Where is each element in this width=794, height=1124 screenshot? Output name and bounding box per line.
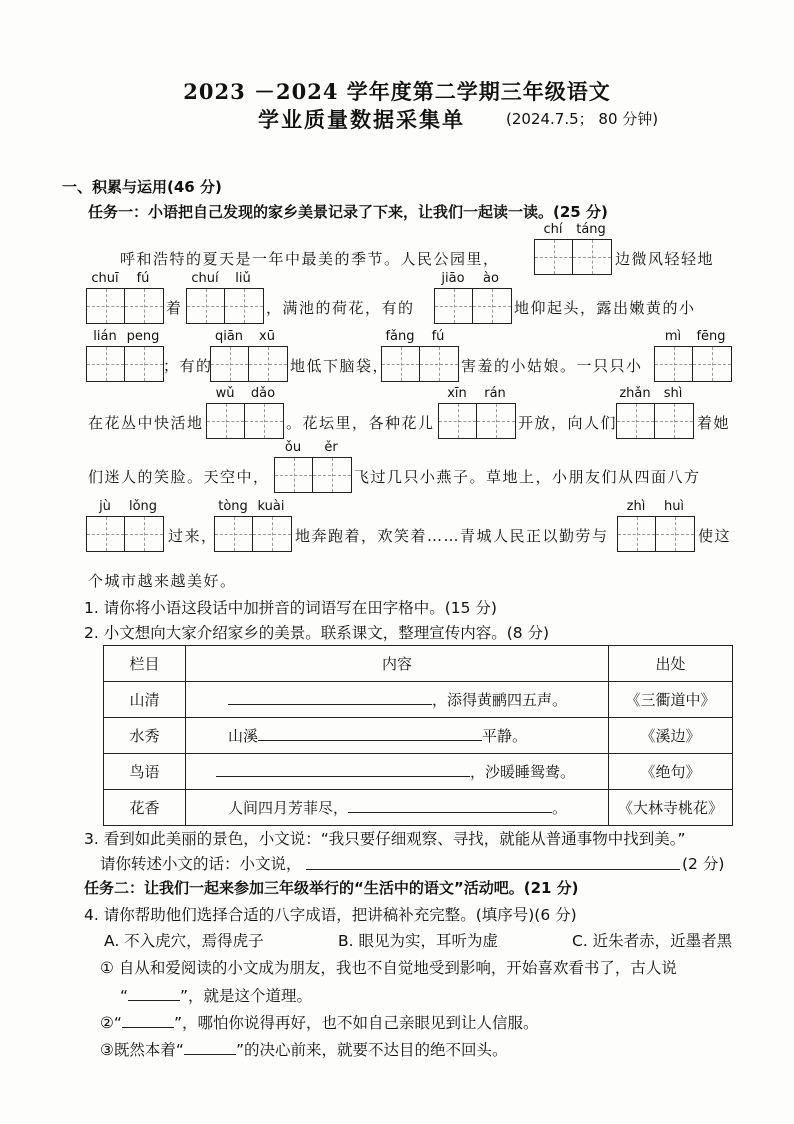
- passage-text: 害羞的小姑娘。一只只小: [461, 357, 643, 375]
- option-a: A. 不入虎穴，焉得虎子: [104, 932, 264, 950]
- pinyin: lián: [93, 329, 117, 344]
- tianzige-qianxu[interactable]: [210, 346, 288, 382]
- tianzige-fangfu[interactable]: [381, 346, 459, 382]
- question-1: 1. 请你将小语这段话中加拼音的词语写在田字格中。(15 分): [84, 599, 497, 617]
- exam-title: 2023 －2024 学年度第二学期三年级语文: [183, 79, 611, 104]
- table-cell: 山清: [104, 682, 186, 718]
- table-cell: 《大林寺桃花》: [609, 790, 733, 826]
- pinyin: jiāo: [441, 271, 465, 286]
- table-row: [104, 718, 733, 754]
- pinyin: zhì: [626, 499, 646, 514]
- answer-blank[interactable]: [128, 985, 180, 1001]
- pinyin: fǎng: [385, 329, 415, 344]
- pinyin: fú: [431, 329, 445, 344]
- pinyin: ǒu: [284, 440, 302, 455]
- question-3-prompt: 请你转述小文的话：小文说，: [100, 855, 302, 873]
- pinyin: rán: [484, 386, 506, 401]
- pinyin: peng: [126, 329, 160, 344]
- exam-date-duration: (2024.7.5； 80 分钟): [506, 110, 659, 128]
- option-b: B. 眼见为实，耳听为虚: [338, 932, 498, 950]
- answer-blank[interactable]: [348, 797, 552, 813]
- passage-text: 着她: [697, 414, 731, 432]
- pinyin: tòng: [218, 499, 248, 514]
- tianzige-wudao[interactable]: [206, 403, 284, 439]
- tianzige-mifeng[interactable]: [654, 346, 732, 382]
- table-header: 内容: [186, 646, 609, 682]
- passage-text: 飞过几只小燕子。草地上，小朋友们从四面八方: [354, 468, 701, 486]
- tianzige-chuiliu[interactable]: [186, 288, 264, 324]
- answer-blank[interactable]: [216, 761, 470, 777]
- tianzige-tongkuai[interactable]: [214, 516, 292, 552]
- tianzige-xinran[interactable]: [438, 403, 516, 439]
- question-2: 2. 小文想向大家介绍家乡的美景。联系课文，整理宣传内容。(8 分): [84, 624, 550, 642]
- pinyin: kuài: [257, 499, 285, 514]
- pinyin: jù: [99, 499, 111, 514]
- option-c: C. 近朱者赤，近墨者黑: [572, 932, 733, 950]
- pinyin: chuī: [91, 271, 119, 286]
- table-header-row: [104, 646, 733, 682]
- exam-subtitle: 学业质量数据采集单: [258, 107, 465, 132]
- table-row: [104, 754, 733, 790]
- passage-text: 着: [166, 299, 183, 317]
- pinyin: lǒng: [128, 499, 158, 514]
- passage-text: 地仰起头，露出嫩黄的小: [514, 299, 696, 317]
- pinyin: ào: [483, 271, 499, 286]
- task2-heading: 任务二：让我们一起来参加三年级举行的“生活中的语文”活动吧。(21 分): [84, 879, 579, 897]
- pinyin: liǔ: [235, 271, 251, 286]
- question-3-score: (2 分): [682, 855, 725, 873]
- table-cell: 《溪边》: [609, 718, 733, 754]
- table-header: 出处: [609, 646, 733, 682]
- pinyin: xīn: [447, 386, 467, 401]
- passage-text: 个城市越来越美好。: [88, 572, 237, 590]
- passage-text: 开放，向人们: [518, 414, 618, 432]
- passage-text: ；有的: [163, 357, 213, 375]
- item-1-line-2: “ ”，就是这个道理。: [120, 987, 313, 1005]
- pinyin: dǎo: [250, 386, 276, 401]
- passage-text: 们迷人的笑脸。天空中，: [88, 468, 270, 486]
- table-cell: ，添得黄鹂四五声。: [186, 682, 609, 718]
- pinyin: chí: [543, 222, 563, 237]
- passage-text: 地低下脑袋，: [290, 357, 390, 375]
- question-3: 3. 看到如此美丽的景色，小文说：“我只要仔细观察、寻找，就能从普通事物中找到美。”: [84, 830, 686, 848]
- pinyin: xū: [259, 329, 275, 344]
- table-header: 栏目: [104, 646, 186, 682]
- answer-blank[interactable]: [228, 689, 432, 705]
- passage-text: 。花坛里，各种花儿: [286, 414, 435, 432]
- task1-heading: 任务一：小语把自己发现的家乡美景记录了下来，让我们一起读一读。(25 分): [88, 203, 608, 221]
- passage-line-1-end: 边微风轻轻地: [615, 250, 715, 268]
- table-cell: ，沙暖睡鸳鸯。: [186, 754, 609, 790]
- table-row: [104, 682, 733, 718]
- item-3: ③既然本着“ ”的决心前来，就要不达目的绝不回头。: [100, 1041, 508, 1059]
- tianzige-chitang[interactable]: [534, 239, 612, 275]
- passage-text: 在花丛中快活地: [88, 414, 204, 432]
- tianzige-julong[interactable]: [86, 516, 164, 552]
- pinyin: táng: [576, 222, 606, 237]
- tianzige-ouer[interactable]: [274, 457, 352, 493]
- pinyin: ěr: [324, 440, 338, 455]
- tianzige-lianpeng[interactable]: [86, 346, 164, 382]
- passage-line-1: 呼和浩特的夏天是一年中最美的季节。人民公园里，: [120, 250, 500, 268]
- tianzige-zhihui[interactable]: [617, 516, 695, 552]
- pinyin: mì: [664, 329, 682, 344]
- passage-text: ，满池的荷花，有的: [266, 299, 415, 317]
- table-row: [104, 790, 733, 826]
- tianzige-zhanshi[interactable]: [616, 403, 694, 439]
- tianzige-chuifu[interactable]: [86, 288, 164, 324]
- answer-blank[interactable]: [122, 1012, 174, 1028]
- table-cell: 水秀: [104, 718, 186, 754]
- passage-text: 使这: [698, 527, 732, 545]
- pinyin: wǔ: [215, 386, 235, 401]
- pinyin: chuí: [191, 271, 219, 286]
- pinyin: huì: [663, 499, 685, 514]
- scenery-table: [103, 645, 733, 826]
- item-2: ②“ ”，哪怕你说得再好，也不如自己亲眼见到让人信服。: [100, 1014, 539, 1032]
- pinyin: qiān: [214, 329, 244, 344]
- passage-text: 过来，: [168, 527, 218, 545]
- table-cell: 《绝句》: [609, 754, 733, 790]
- table-cell: 花香: [104, 790, 186, 826]
- pinyin: fēng: [696, 329, 726, 344]
- pinyin: fú: [136, 271, 150, 286]
- table-cell: 山溪 平静。: [186, 718, 609, 754]
- passage-text: 地奔跑着，欢笑着……青城人民正以勤劳与: [295, 527, 609, 545]
- answer-blank[interactable]: [258, 725, 482, 741]
- pinyin: zhǎn: [619, 386, 651, 401]
- table-cell: 《三衢道中》: [609, 682, 733, 718]
- answer-blank-q3[interactable]: [306, 852, 680, 870]
- tianzige-jiaoao[interactable]: [434, 288, 512, 324]
- answer-blank[interactable]: [184, 1039, 236, 1055]
- item-1-line-1: ① 自从和爱阅读的小文成为朋友，我也不自觉地受到影响，开始喜欢看书了，古人说: [100, 959, 677, 977]
- table-cell: 鸟语: [104, 754, 186, 790]
- question-4: 4. 请你帮助他们选择合适的八字成语，把讲稿补充完整。(填序号)(6 分): [84, 906, 577, 924]
- section-heading: 一、积累与运用(46 分): [62, 178, 222, 196]
- pinyin: shì: [663, 386, 683, 401]
- table-cell: 人间四月芳菲尽， 。: [186, 790, 609, 826]
